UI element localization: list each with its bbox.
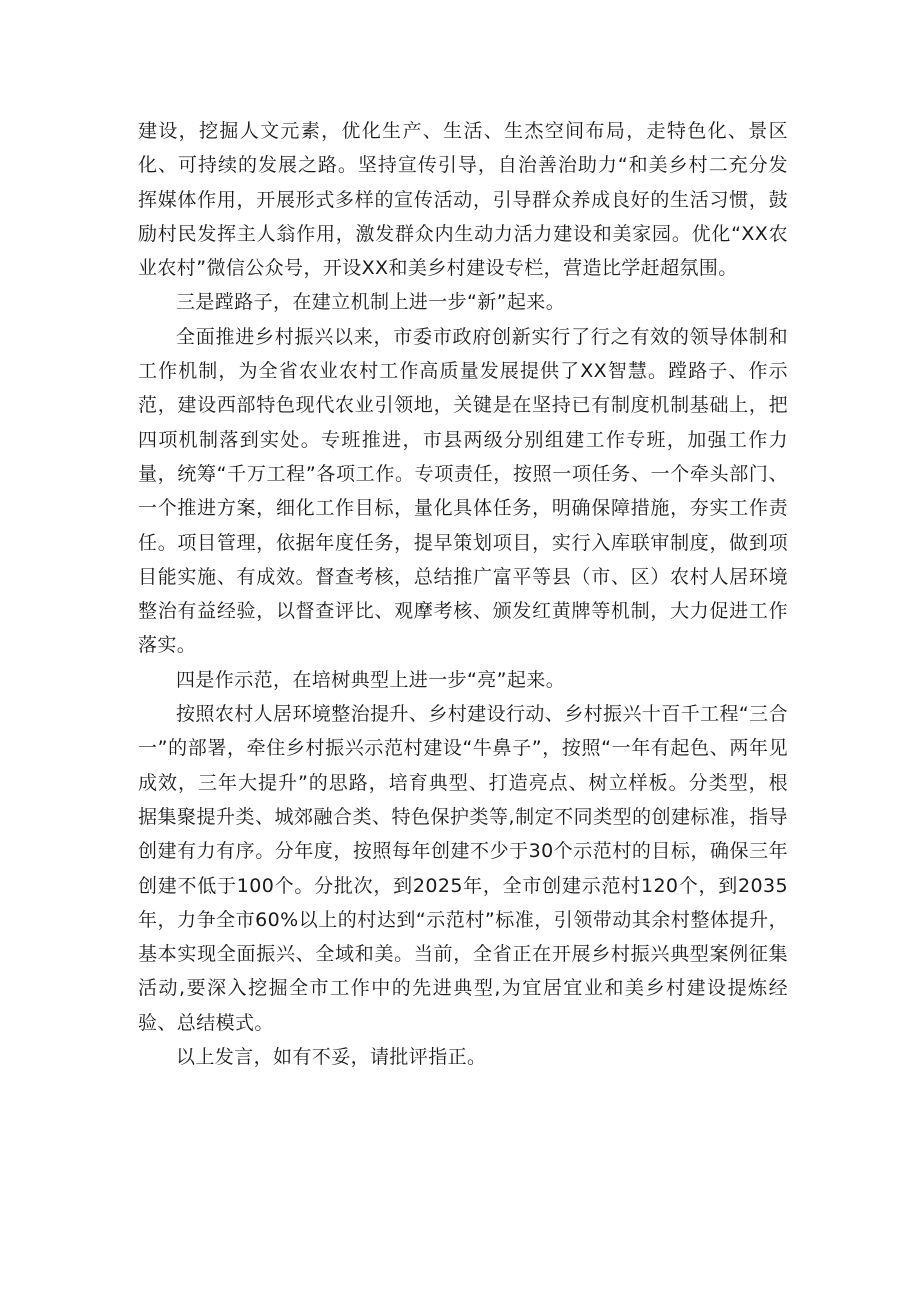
document-page xyxy=(138,114,788,1074)
closing-remark: 以上发言，如有不妥，请批评指正。 xyxy=(176,1046,487,1069)
section-heading-four: 四是作示范，在培树典型上进一步“亮”起来。 xyxy=(176,668,566,691)
paragraph-continuation: 建设，挖掘人文元素，优化生产、生活、生杰空间布局，走特色化、景区化、可持续的发展之路。坚持宣传引导，自治善治助力“和美乡村二充分发挥媒体作用，开展形式多样的宣传活动，引导群众养成良好的生活习惯，鼓励村民发挥主人翁作用，激发群众内生动力活力建设和美家园。优化“XX农业农村”微信公众号，开设XX和美乡村建设专栏，营造比学赶超氛围。 xyxy=(138,120,788,280)
section-heading-three: 三是蹚路子，在建立机制上进一步“新”起来。 xyxy=(176,291,566,314)
paragraph-mechanism: 全面推进乡村振兴以来，市委市政府创新实行了行之有效的领导体制和工作机制，为全省农业农村工作高质量发展提供了XX智慧。蹚路子、作示范，建设西部特色现代农业引领地，关键是在坚持已有制度机制基础上，把四项机制落到实处。专班推进，市县两级分别组建工作专班，加强工作力量，统筹“千万工程”各项工作。专项责任，按照一项任务、一个牵头部门、一个推进方案，细化工作目标，量化具体任务，明确保障措施，夯实工作责任。项目管理，依据年度任务，提早策划项目，实行入库联审制度，做到项目能实施、有成效。督查考核，总结推广富平等县（市、区）农村人居环境整治有益经验，以督查评比、观摩考核、颁发红黄牌等机制，大力促进工作落实。 xyxy=(138,325,788,657)
paragraph-demonstration: 按照农村人居环境整治提升、乡村建设行动、乡村振兴十百千工程“三合一”的部署，牵住乡村振兴示范村建设“牛鼻子”，按照“一年有起色、两年见成效，三年大提升”的思路，培育典型、打造亮点、树立样板。分类型，根据集聚提升类、城郊融合类、特色保护类等,制定不同类型的创建标准，指导创建有力有序。分年度，按照每年创建不少于30个示范村的目标，确保三年创建不低于100个。分批次，到2025年，全市创建示范村120个，到2035年，力争全市60%以上的村达到“示范村”标准，引领带动其余村整体提升，基本实现全面振兴、全域和美。当前，全省正在开展乡村振兴典型案例征集活动,要深入挖掘全市工作中的先进典型,为宜居宜业和美乡村建设提炼经验、总结模式。 xyxy=(138,703,788,1034)
